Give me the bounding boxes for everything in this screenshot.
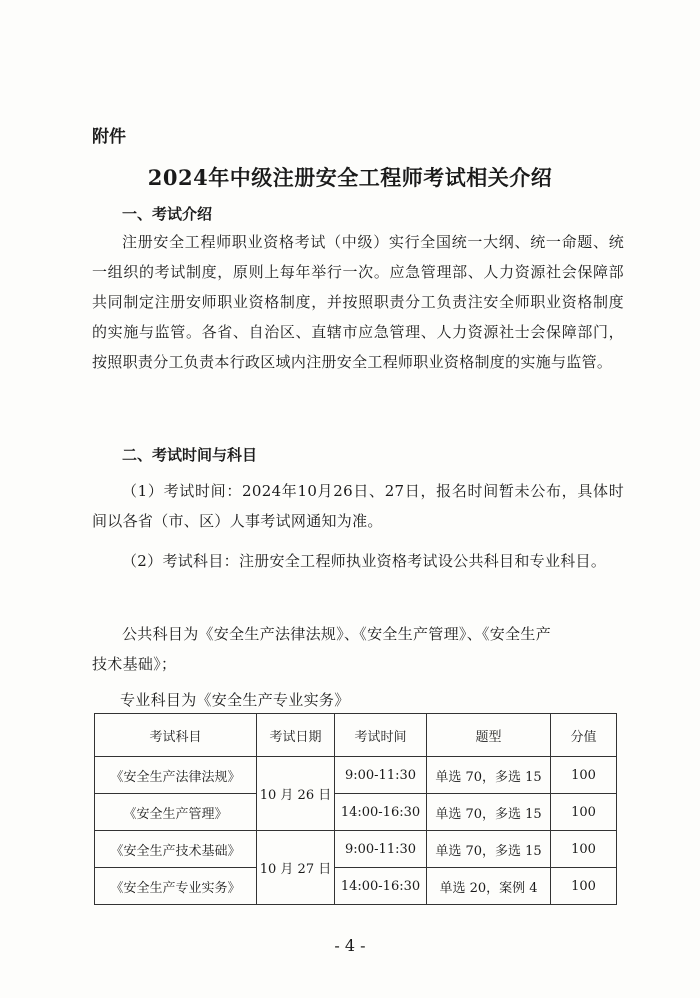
date-cell: 10 月 27 日 (257, 831, 335, 905)
section1-body: 注册安全工程师职业资格考试（中级）实行全国统一大纲、统一命题、统一组织的考试制度，原则上每年举行一次。应急管理部、人力资源社会保障部共同制定注册安师职业资格制度，并按照职责分工负责注安全师职业资格制度的实施与监管。各省、自治区、直辖市应急管理、人力资源社士会保障部门，按照职责分工负责本行政区域内注册安全工程师职业资格制度的实施与监管。 (92, 233, 624, 371)
question-type-cell: 单选 20，案例 4 (427, 868, 551, 905)
public-subjects-line1: 公共科目为《安全生产法律法规》、《安全生产管理》、《安全生产 (122, 625, 552, 643)
header-subject: 考试科目 (95, 714, 257, 757)
time-cell: 14:00-16:30 (335, 794, 427, 831)
time-cell: 14:00-16:30 (335, 868, 427, 905)
score-cell: 100 (551, 794, 617, 831)
attachment-label: 附件 (92, 127, 126, 147)
question-type-cell: 单选 70，多选 15 (427, 757, 551, 794)
document-title: 2024年中级注册安全工程师考试相关介绍 (147, 165, 553, 190)
score-cell: 100 (551, 831, 617, 868)
score-cell: 100 (551, 757, 617, 794)
subject-cell: 《安全生产法律法规》 (95, 757, 257, 794)
header-score: 分值 (551, 714, 617, 757)
table-row (95, 757, 617, 794)
public-subjects-line2: 技术基础》； (92, 655, 177, 673)
exam-schedule-table (94, 713, 617, 905)
section2-heading: 二、考试时间与科目 (122, 446, 258, 464)
professional-subject-line: 专业科目为《安全生产专业实务》 (120, 691, 350, 709)
subject-cell: 《安全生产技术基础》 (95, 831, 257, 868)
header-date: 考试日期 (257, 714, 335, 757)
header-question-type: 题型 (427, 714, 551, 757)
date-cell: 10 月 26 日 (257, 757, 335, 831)
table-row (95, 794, 617, 831)
header-time: 考试时间 (335, 714, 427, 757)
page-number: - 4 - (334, 936, 366, 955)
exam-time-paragraph: （1）考试时间：2024年10月26日、27日，报名时间暂未公布，具体时间以各省（市、区）人事考试网通知为准。 (92, 482, 624, 530)
section1-heading: 一、考试介绍 (122, 205, 213, 223)
table-row (95, 831, 617, 868)
time-cell: 9:00-11:30 (335, 757, 427, 794)
question-type-cell: 单选 70，多选 15 (427, 831, 551, 868)
table-header-row (95, 714, 617, 757)
table-row (95, 868, 617, 905)
subject-cell: 《安全生产专业实务》 (95, 868, 257, 905)
time-cell: 9:00-11:30 (335, 831, 427, 868)
subject-cell: 《安全生产管理》 (95, 794, 257, 831)
exam-subjects-paragraph: （2）考试科目：注册安全工程师执业资格考试设公共科目和专业科目。 (122, 552, 607, 570)
question-type-cell: 单选 70，多选 15 (427, 794, 551, 831)
score-cell: 100 (551, 868, 617, 905)
